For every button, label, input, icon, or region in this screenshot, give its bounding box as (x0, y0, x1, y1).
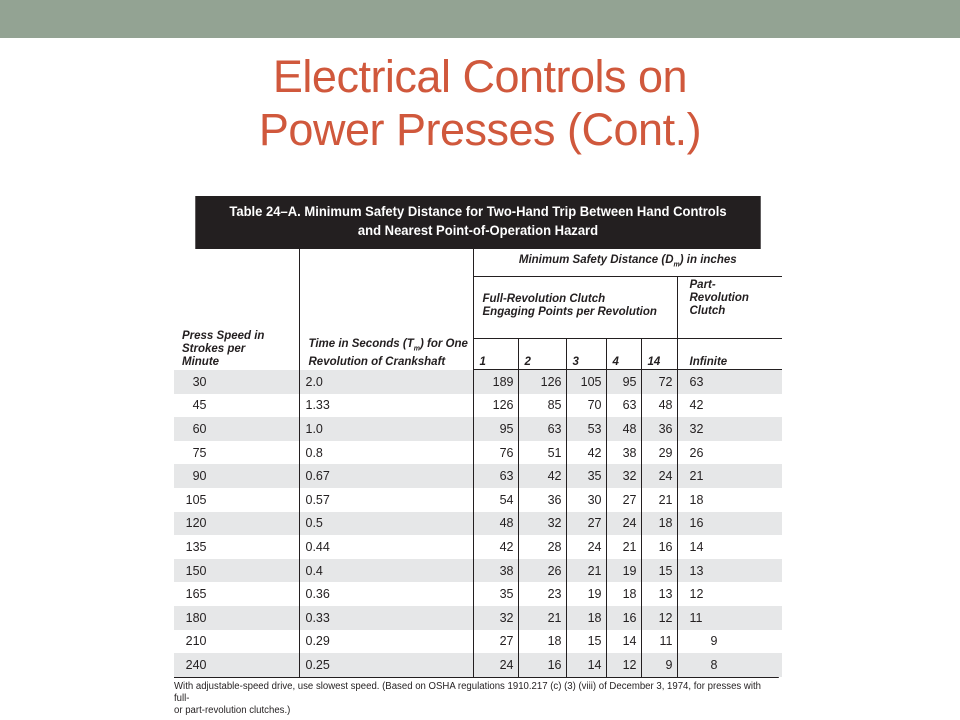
slide-title-line-2: Power Presses (Cont.) (258, 104, 702, 155)
table-cell: 11 (641, 630, 677, 654)
table-cell: 210 (185, 634, 207, 649)
header-time-text: Time in Seconds (T (308, 338, 414, 351)
table-cell: 24 (566, 535, 606, 559)
table-cell: 0.67 (299, 464, 473, 488)
top-accent-band (0, 0, 960, 38)
table-row (174, 653, 782, 677)
safety-distance-table (174, 196, 782, 717)
table-row (174, 512, 782, 536)
table-cell: 48 (606, 417, 641, 441)
table-footnote (174, 677, 779, 717)
header-press-speed-line: Minute (182, 355, 220, 368)
table-cell: 95 (606, 370, 641, 394)
table-cell: 30 (174, 370, 299, 394)
slide-title-line-1: Electrical Controls on (272, 51, 688, 102)
table-cell: 54 (473, 488, 518, 512)
table-cell: 42 (677, 394, 782, 418)
table-cell: 19 (606, 559, 641, 583)
header-part-rev-line: Part- (689, 279, 716, 291)
table-cell: 126 (473, 394, 518, 418)
header-time-text: ) for One (419, 338, 468, 351)
table-row (174, 441, 782, 465)
table-cell: 70 (566, 394, 606, 418)
table-grid (174, 249, 782, 677)
table-cell: 18 (566, 606, 606, 630)
table-cell: 16 (606, 606, 641, 630)
table-cell: 60 (174, 417, 299, 441)
table-cell: 16 (518, 653, 566, 677)
table-cell: 105 (566, 370, 606, 394)
header-time-subscript: m (413, 345, 420, 353)
table-cell: 240 (174, 653, 299, 677)
table-cell: 38 (606, 441, 641, 465)
table-cell: 53 (566, 417, 606, 441)
slide-title (0, 50, 960, 156)
table-row (174, 394, 782, 418)
header-part-rev-line: Revolution (689, 292, 749, 304)
table-cell: 36 (641, 417, 677, 441)
header-points-1: 1 (473, 339, 518, 370)
table-cell: 8 (677, 653, 782, 677)
footnote-line-2: or part-revolution clutches.) (174, 704, 291, 716)
header-part-rev-line: Clutch (689, 305, 726, 317)
table-cell: 38 (473, 559, 518, 583)
table-cell: 0.8 (299, 441, 473, 465)
table-row (174, 630, 782, 654)
table-cell: 126 (518, 370, 566, 394)
table-cell: 0.57 (299, 488, 473, 512)
header-points-2: 2 (518, 339, 566, 370)
table-row (174, 488, 782, 512)
table-row (174, 535, 782, 559)
header-press-speed-line: Strokes per (182, 342, 246, 355)
table-row (174, 606, 782, 630)
table-cell: 0.33 (299, 606, 473, 630)
table-cell: 16 (641, 535, 677, 559)
table-cell: 24 (641, 464, 677, 488)
table-cell: 32 (606, 464, 641, 488)
table-cell: 42 (566, 441, 606, 465)
table-cell: 21 (641, 488, 677, 512)
table-cell: 18 (606, 582, 641, 606)
table-cell: 13 (641, 582, 677, 606)
table-cell: 24 (606, 512, 641, 536)
header-time-seconds (299, 249, 473, 370)
table-cell: 32 (473, 606, 518, 630)
table-cell: 18 (641, 512, 677, 536)
table-cell: 21 (677, 464, 782, 488)
table-cell: 18 (518, 630, 566, 654)
table-cell: 27 (566, 512, 606, 536)
table-cell: 0.29 (299, 630, 473, 654)
table-cell: 21 (606, 535, 641, 559)
table-cell: 0.44 (299, 535, 473, 559)
table-cell: 21 (518, 606, 566, 630)
table-cell: 63 (606, 394, 641, 418)
table-cell: 15 (641, 559, 677, 583)
footnote-line-1: With adjustable-speed drive, use slowest speed. (Based on OSHA regulations 1910.217 (c) (3) (viii) of December 3, 1974, for presses with full- (174, 680, 761, 704)
table-cell: 105 (185, 492, 207, 507)
header-min-distance-text: Minimum Safety Distance (D (518, 253, 674, 266)
header-points-4: 4 (606, 339, 641, 370)
table-title (195, 196, 760, 249)
table-cell: 12 (606, 653, 641, 677)
table-cell: 11 (677, 606, 782, 630)
table-cell: 189 (473, 370, 518, 394)
header-full-revolution (473, 277, 677, 339)
table-row (174, 464, 782, 488)
header-min-distance (473, 249, 782, 277)
header-part-revolution (677, 277, 782, 339)
table-cell: 18 (677, 488, 782, 512)
table-cell: 1.33 (299, 394, 473, 418)
table-cell: 135 (185, 539, 207, 554)
table-cell: 24 (473, 653, 518, 677)
table-header (174, 249, 782, 370)
table-cell: 42 (473, 535, 518, 559)
table-cell: 14 (606, 630, 641, 654)
table-cell: 12 (677, 582, 782, 606)
table-cell: 0.36 (299, 582, 473, 606)
table-row (174, 582, 782, 606)
table-body (174, 370, 782, 677)
table-cell: 2.0 (299, 370, 473, 394)
table-cell: 14 (566, 653, 606, 677)
header-time-text: Revolution of Crankshaft (308, 355, 446, 368)
table-cell: 150 (174, 559, 299, 583)
table-row (174, 417, 782, 441)
table-cell: 45 (192, 398, 207, 413)
table-cell: 26 (677, 441, 782, 465)
table-cell: 26 (518, 559, 566, 583)
table-cell: 9 (677, 630, 782, 654)
table-cell: 1.0 (299, 417, 473, 441)
table-cell: 27 (606, 488, 641, 512)
header-points-3: 3 (566, 339, 606, 370)
table-cell: 63 (677, 370, 782, 394)
table-cell: 90 (174, 464, 299, 488)
header-full-rev-line: Full-Revolution Clutch (482, 293, 606, 305)
table-cell: 48 (641, 394, 677, 418)
table-cell: 0.25 (299, 653, 473, 677)
header-press-speed-line: Press Speed in (182, 329, 265, 342)
table-cell: 15 (566, 630, 606, 654)
table-cell: 13 (677, 559, 782, 583)
table-cell: 19 (566, 582, 606, 606)
header-min-distance-subscript: m (673, 261, 680, 269)
table-row (174, 370, 782, 394)
table-cell: 27 (473, 630, 518, 654)
table-cell: 0.5 (299, 512, 473, 536)
table-cell: 85 (518, 394, 566, 418)
table-cell: 95 (473, 417, 518, 441)
table-cell: 48 (473, 512, 518, 536)
header-full-rev-line: Engaging Points per Revolution (482, 306, 657, 318)
table-cell: 16 (677, 512, 782, 536)
table-cell: 29 (641, 441, 677, 465)
table-row (174, 559, 782, 583)
table-cell: 35 (473, 582, 518, 606)
table-cell: 32 (677, 417, 782, 441)
table-cell: 9 (641, 653, 677, 677)
table-title-line-1: Table 24–A. Minimum Safety Distance for Two-Hand Trip Between Hand Controls (229, 203, 727, 219)
table-cell: 165 (185, 587, 207, 602)
table-cell: 28 (518, 535, 566, 559)
table-cell: 180 (174, 606, 299, 630)
table-cell: 63 (518, 417, 566, 441)
table-cell: 63 (473, 464, 518, 488)
table-cell: 23 (518, 582, 566, 606)
header-press-speed (174, 249, 299, 370)
table-cell: 76 (473, 441, 518, 465)
table-cell: 120 (174, 512, 299, 536)
header-points-infinite: Infinite (677, 339, 782, 370)
table-cell: 12 (641, 606, 677, 630)
table-cell: 30 (566, 488, 606, 512)
table-cell: 32 (518, 512, 566, 536)
header-points-14: 14 (641, 339, 677, 370)
table-cell: 14 (677, 535, 782, 559)
table-cell: 75 (192, 445, 207, 460)
table-cell: 51 (518, 441, 566, 465)
table-cell: 36 (518, 488, 566, 512)
table-cell: 0.4 (299, 559, 473, 583)
header-min-distance-text: ) in inches (679, 253, 737, 266)
table-cell: 72 (641, 370, 677, 394)
table-cell: 35 (566, 464, 606, 488)
table-cell: 21 (566, 559, 606, 583)
table-cell: 42 (518, 464, 566, 488)
table-title-line-2: and Nearest Point-of-Operation Hazard (357, 222, 599, 238)
